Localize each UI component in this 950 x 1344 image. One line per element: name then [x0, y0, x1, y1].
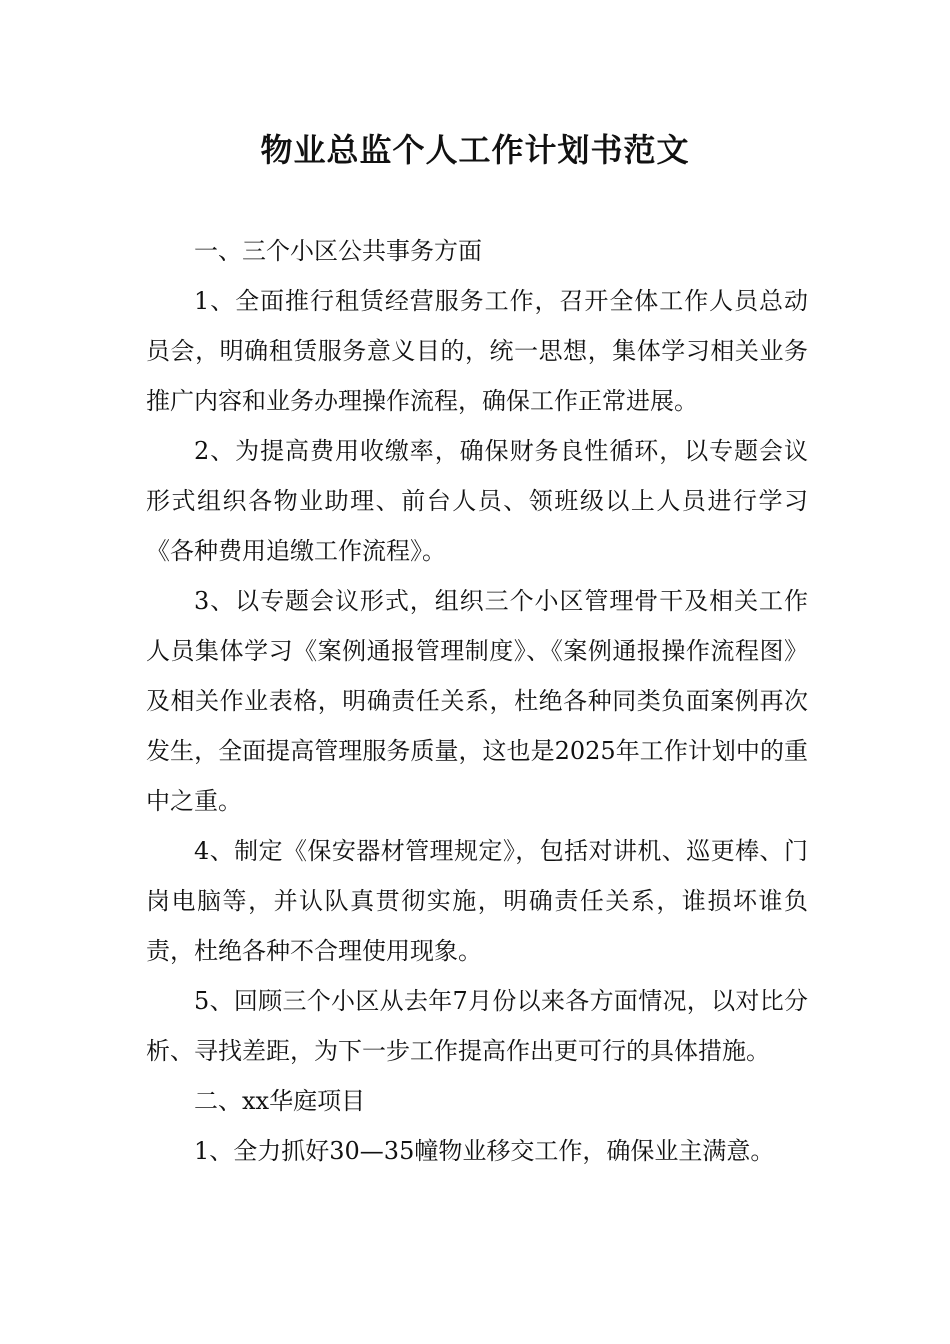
document-title: 物业总监个人工作计划书范文: [260, 131, 690, 169]
document-body: [146, 226, 808, 1176]
paragraph-project-item-1: 1、全力抓好30—35幢物业移交工作，确保业主满意。: [194, 1137, 775, 1165]
section-heading-project: 二、xx华庭项目: [194, 1087, 366, 1115]
paragraph-item-5: 5、回顾三个小区从去年7月份以来各方面情况，以对比分析、寻找差距，为下一步工作提高作出更可行的具体措施。: [146, 987, 808, 1065]
paragraph-item-3: 3、以专题会议形式，组织三个小区管理骨干及相关工作人员集体学习《案例通报管理制度》、《案例通报操作流程图》及相关作业表格，明确责任关系，杜绝各种同类负面案例再次发生，全面提高管理服务质量，这也是2025年工作计划中的重中之重。: [146, 587, 808, 815]
paragraph-item-4: 4、制定《保安器材管理规定》，包括对讲机、巡更棒、门岗电脑等，并认队真贯彻实施，明确责任关系，谁损坏谁负责，杜绝各种不合理使用现象。: [146, 837, 808, 965]
paragraph-item-2: 2、为提高费用收缴率，确保财务良性循环，以专题会议形式组织各物业助理、前台人员、领班级以上人员进行学习《各种费用追缴工作流程》。: [146, 437, 808, 565]
paragraph-item-1: 1、全面推行租赁经营服务工作，召开全体工作人员总动员会，明确租赁服务意义目的，统一思想，集体学习相关业务推广内容和业务办理操作流程，确保工作正常进展。: [146, 287, 808, 415]
section-heading-public-affairs: 一、三个小区公共事务方面: [194, 237, 482, 265]
